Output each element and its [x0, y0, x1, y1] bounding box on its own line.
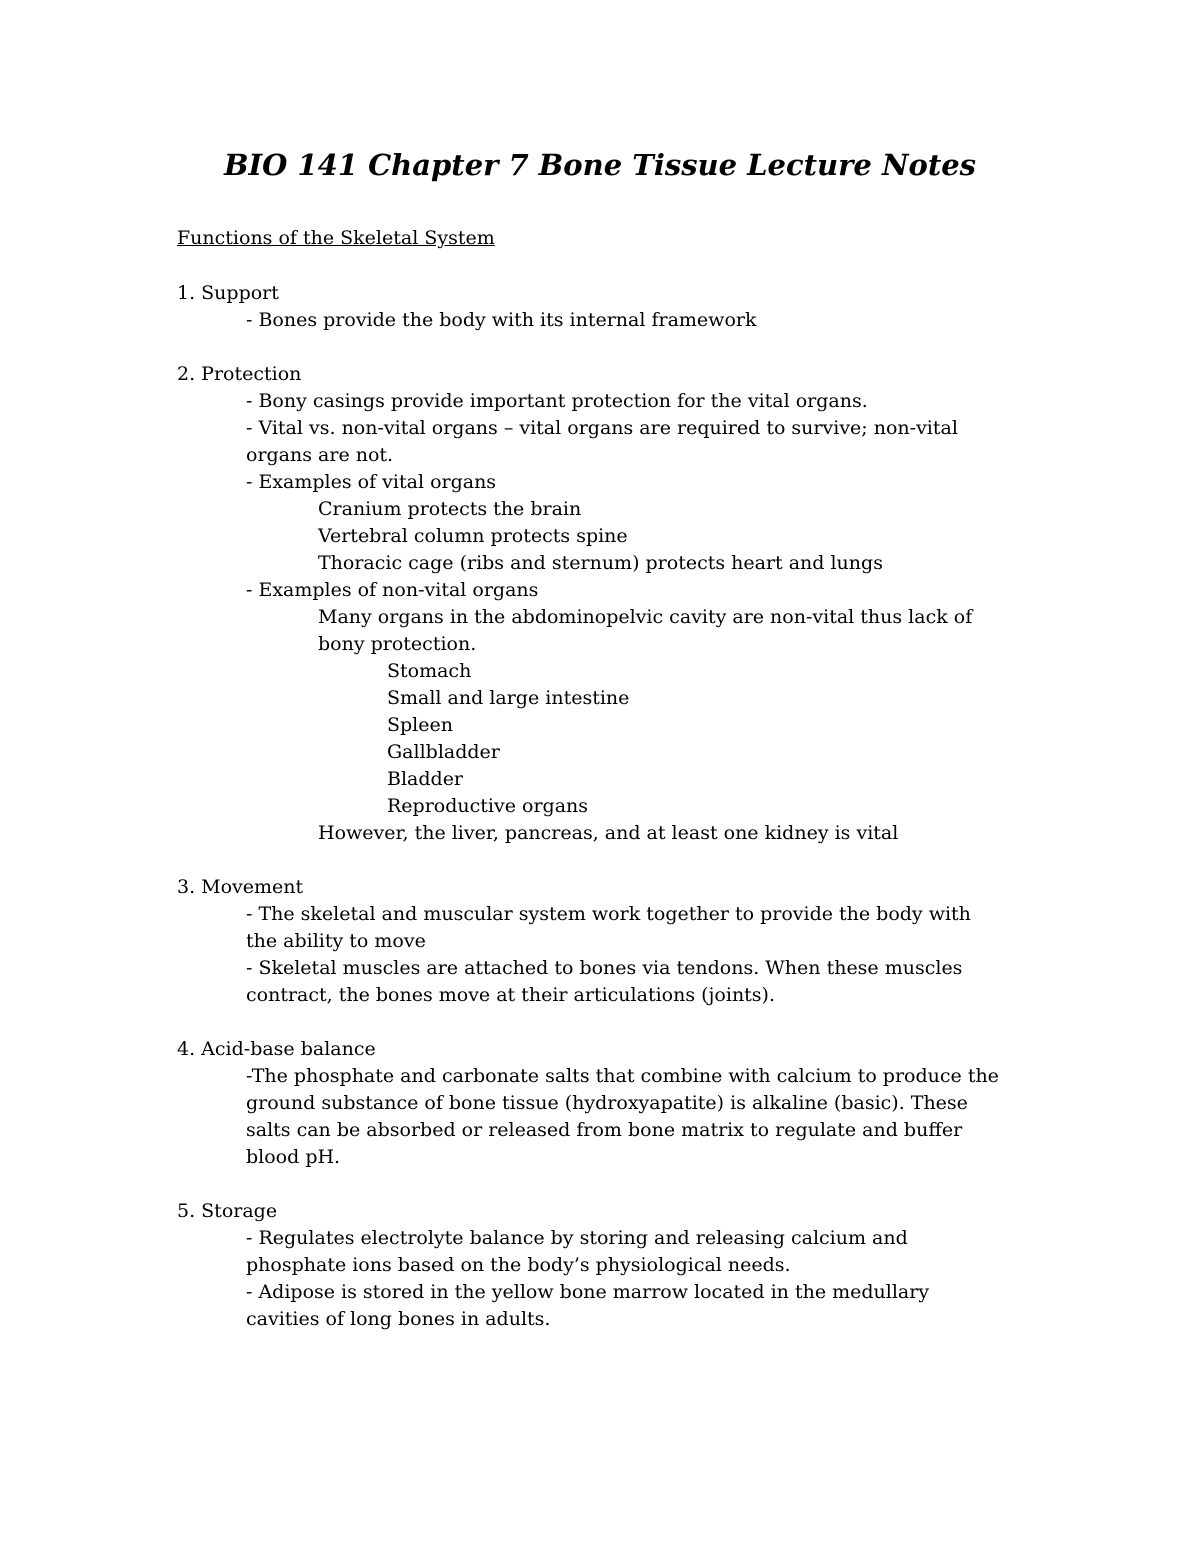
section-support: [177, 280, 1077, 334]
list-item: Cranium protects the brain: [318, 498, 582, 520]
section-protection: [177, 361, 1077, 847]
list-item: Bladder: [387, 768, 464, 790]
bullet-line: - Bones provide the body with its internal framework: [246, 309, 757, 331]
bullet-line: - Regulates electrolyte balance by storing and releasing calcium and phosphate ions based on the body’s physiological needs.: [246, 1227, 908, 1276]
list-item: Gallbladder: [387, 741, 500, 763]
bullet-line: - The skeletal and muscular system work together to provide the body with the ability to move: [246, 903, 971, 952]
list-item: Small and large intestine: [387, 687, 630, 709]
bullet-line: - Adipose is stored in the yellow bone marrow located in the medullary cavities of long bones in adults.: [246, 1281, 930, 1330]
bullet-line: - Examples of vital organs: [246, 471, 497, 493]
list-item: Vertebral column protects spine: [318, 525, 628, 547]
document-title: BIO 141 Chapter 7 Bone Tissue Lecture Notes: [224, 148, 976, 182]
bullet-line: -The phosphate and carbonate salts that combine with calcium to produce the ground substance of bone tissue (hydroxyapatite) is alkaline (basic). These salts can be absorbed or released from bone matrix to regulate and buffer blood pH.: [246, 1065, 999, 1168]
section-subheading: Functions of the Skeletal System: [177, 227, 495, 249]
bullet-line: - Skeletal muscles are attached to bones via tendons. When these muscles contract, the bones move at their articulations (joints).: [246, 957, 963, 1006]
section-movement: [177, 874, 1077, 1009]
list-item: Spleen: [387, 714, 453, 736]
list-item: Many organs in the abdominopelvic cavity are non-vital thus lack of bony protection.: [318, 606, 973, 655]
list-item: Stomach: [387, 660, 472, 682]
section-heading: 4. Acid-base balance: [177, 1038, 376, 1060]
section-storage: [177, 1198, 1077, 1333]
document-body: [177, 280, 1077, 1360]
bullet-line: - Bony casings provide important protection for the vital organs.: [246, 390, 868, 412]
section-heading: 5. Storage: [177, 1200, 278, 1222]
list-item: Thoracic cage (ribs and sternum) protects heart and lungs: [318, 552, 883, 574]
section-heading: 3. Movement: [177, 876, 304, 898]
section-acid-base-balance: [177, 1036, 1077, 1171]
bullet-line: - Examples of non-vital organs: [246, 579, 539, 601]
section-heading: 1. Support: [177, 282, 279, 304]
section-heading: 2. Protection: [177, 363, 302, 385]
list-item: However, the liver, pancreas, and at least one kidney is vital: [318, 822, 899, 844]
bullet-line: - Vital vs. non-vital organs – vital organs are required to survive; non-vital organs are not.: [246, 417, 958, 466]
list-item: Reproductive organs: [387, 795, 589, 817]
